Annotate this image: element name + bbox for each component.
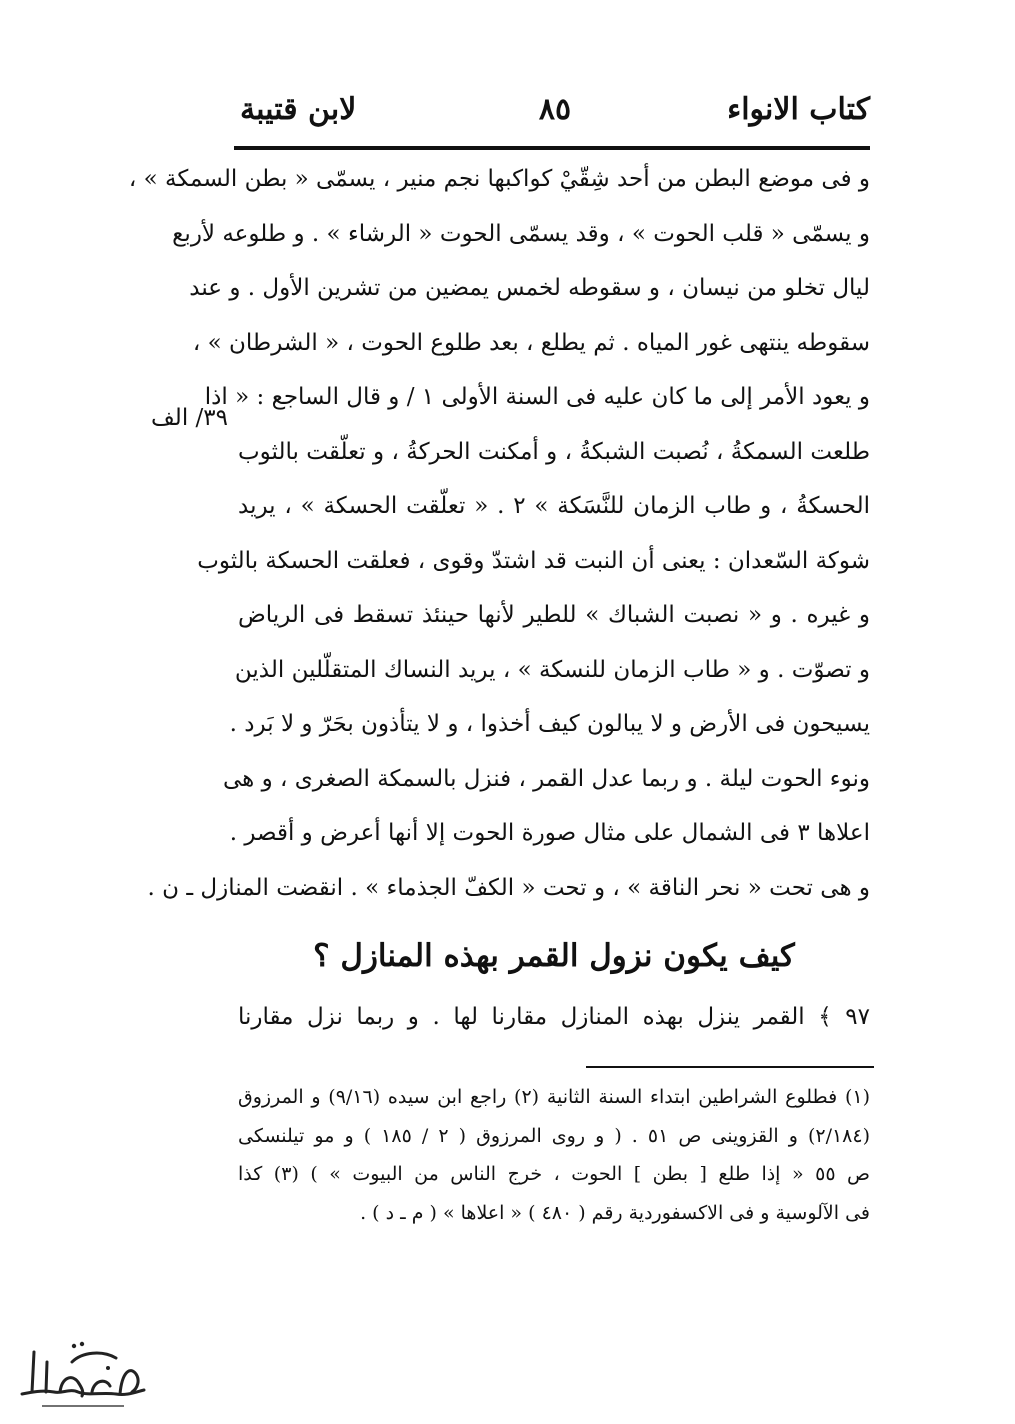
text-line: شوكة السّعدان : يعنى أن النبت قد اشتدّ وقوى ، فعلقت الحسكة بالثوب bbox=[197, 547, 870, 574]
text-line: و يسمّى « قلب الحوت » ، وقد يسمّى الحوت « الرشاء » . و طلوعه لأربع bbox=[172, 220, 870, 247]
text-line: و يعود الأمر إلى ما كان عليه فى السنة الأولى ١ / و قال الساجع : « اذا bbox=[204, 384, 870, 410]
footnote-line: (١) فطلوع الشراطين ابتداء السنة الثانية (٢) راجع ابن سيده (٩/١٦) و المرزوق bbox=[238, 1086, 871, 1108]
text-line: و فى موضع البطن من أحد شِقّيْ كواكبها نجم منير ، يسمّى « بطن السمكة » ، bbox=[128, 166, 870, 192]
header-rule bbox=[234, 146, 870, 150]
footnote-line: فى الآلوسية و فى الاكسفوردية رقم ( ٤٨٠ ) « اعلاها » ( م ـ د ) . bbox=[360, 1201, 870, 1224]
footnote-line: (٢/١٨٤) و القزوينى ص ٥١ . ( و روى المرزوق ( ٢ / ١٨٥ ) و مو تيلنسكى bbox=[238, 1124, 871, 1147]
text-line: يسيحون فى الأرض و لا يبالون كيف أخذوا ، و لا يتأذون بحَرّ و لا بَرد . bbox=[229, 711, 870, 737]
text-line: و غيره . و « نصبت الشباك » للطير لأنها حينئذ تسقط فى الرياض bbox=[238, 602, 870, 628]
author-name: لابن قتيبة bbox=[240, 92, 357, 127]
text-line: الحسكةُ ، و طاب الزمان للنَّسَكة » ٢ . « تعلّقت الحسكة » ، يريد bbox=[238, 493, 870, 519]
paragraph-97-line: ٩٧ ﴾ القمر ينزل بهذه المنازل مقارنا لها . و ربما نزل مقارنا bbox=[238, 1004, 870, 1030]
margin-folio-note: ٣٩/ الف bbox=[151, 405, 228, 431]
text-line: سقوطه ينتهى غور المياه . ثم يطلع ، بعد طلوع الحوت ، « الشرطان » ، bbox=[192, 329, 870, 356]
text-line: و هى تحت « نحر الناقة » ، و تحت « الكفّ الجذماء » . انقضت المنازل ـ ن . bbox=[147, 874, 870, 901]
page-number: ٨٥ bbox=[538, 92, 572, 127]
text-line: و تصوّت . و « طاب الزمان للنسكة » ، يريد النساك المتقلّلين الذين bbox=[234, 656, 870, 683]
text-line: طلعت السمكةُ ، نُصبت الشبكةُ ، و أمكنت الحركةُ ، و تعلّقت بالثوب bbox=[238, 438, 870, 465]
running-head bbox=[240, 92, 870, 136]
text-line: اعلاها ٣ فى الشمال على مثال صورة الحوت إلا أنها أعرض و أقصر . bbox=[229, 820, 870, 846]
text-line: ليال تخلو من نيسان ، و سقوطه لخمس يمضين من تشرين الأول . و عند bbox=[189, 275, 870, 301]
footnote-rule bbox=[586, 1066, 874, 1068]
section-heading: كيف يكون نزول القمر بهذه المنازل ؟ bbox=[313, 938, 795, 974]
footnote-line: ص ٥٥ « إذا طلع [ بطن ] الحوت ، خرج الناس من البيوت » ) (٣) كذا bbox=[238, 1163, 871, 1185]
footnotes bbox=[238, 1078, 870, 1232]
text-line: ونوء الحوت ليلة . و ربما عدل القمر ، فنزل بالسمكة الصغرى ، و هى bbox=[223, 765, 870, 792]
library-stamp-icon bbox=[12, 1322, 152, 1412]
book-title: كتاب الانواء bbox=[727, 92, 870, 127]
